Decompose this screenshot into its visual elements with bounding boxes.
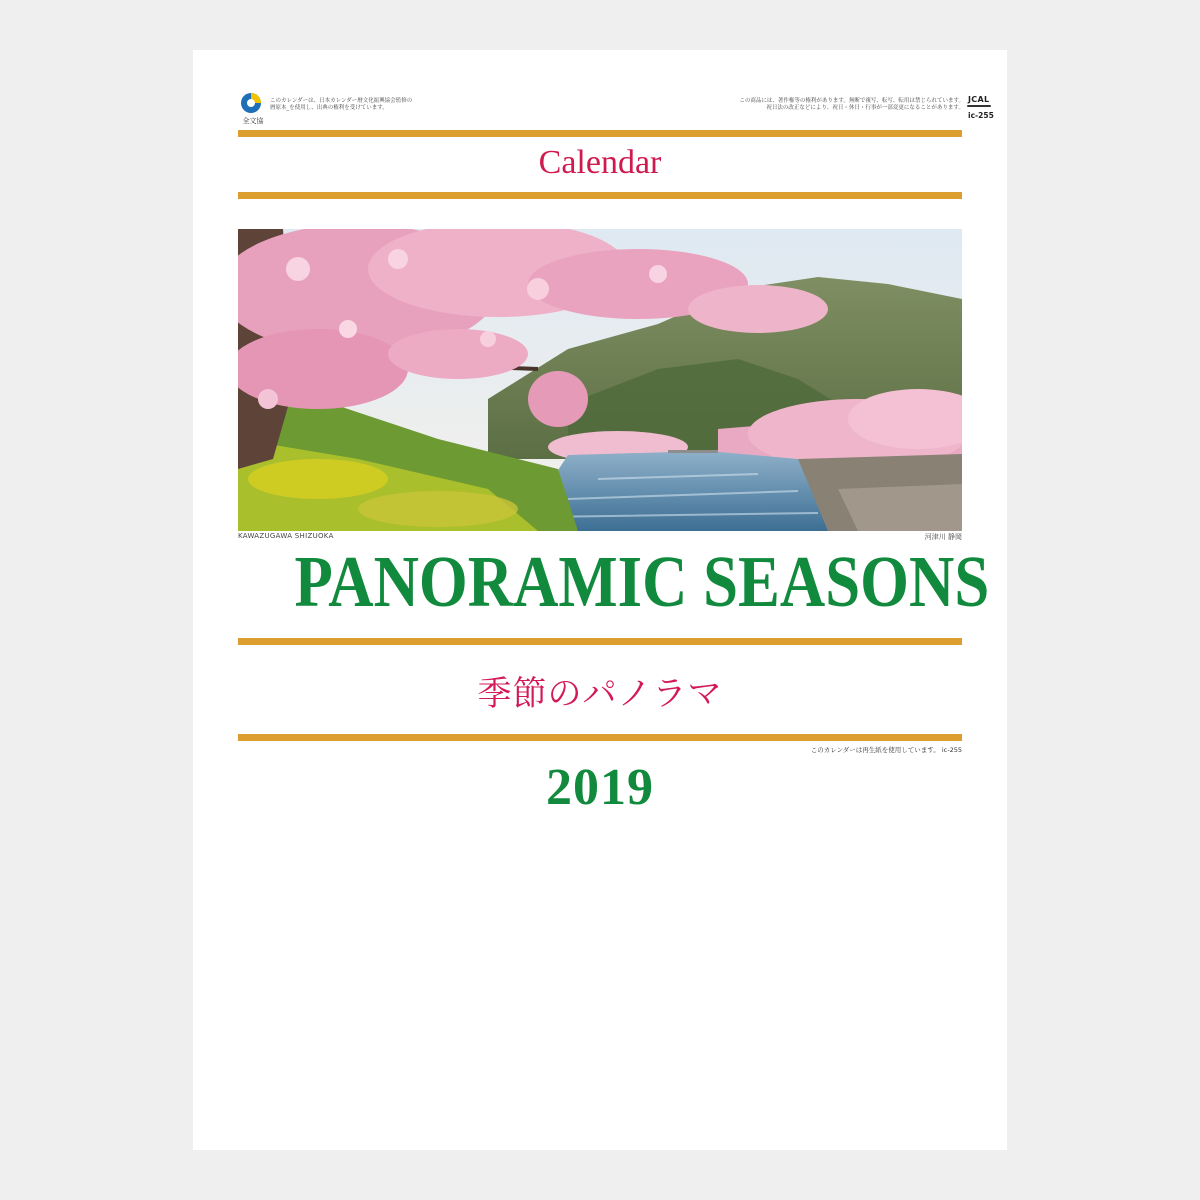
- jcal-logo-text: JCAL: [968, 95, 990, 104]
- cherry-blossom-river-image: [238, 229, 962, 531]
- cover-photo: [238, 229, 962, 531]
- header-note-left: [270, 98, 412, 112]
- publisher-logo-icon: [240, 92, 262, 114]
- japanese-title: 季節のパノラマ: [477, 674, 723, 714]
- gold-rule-above-japanese: [238, 638, 962, 645]
- recycled-paper-note: このカレンダーは再生紙を使用しています。 ic-255: [810, 746, 962, 754]
- jcal-badge: [965, 95, 995, 137]
- header-note-left-line: このカレンダーは、日本カレンダー暦文化振興協会監修の: [270, 98, 413, 104]
- publisher-logo: [238, 92, 264, 132]
- photo-caption-japanese: 河津川 静岡: [924, 533, 962, 541]
- calendar-heading: Calendar: [538, 144, 662, 181]
- main-title: [238, 541, 990, 622]
- main-title-text: PANORAMIC SEASONS: [294, 541, 990, 622]
- gold-rule-top: [238, 130, 962, 137]
- product-code: ic-255: [968, 111, 994, 120]
- publisher-logo-label: 全文協: [242, 117, 264, 125]
- gold-rule-under-heading: [238, 192, 962, 199]
- header-note-right: [739, 98, 964, 112]
- jcal-underline: [967, 105, 991, 107]
- header-note-right-line: 祝日法の改正などにより、祝日・休日・行事が一部変更になることがあります。: [766, 105, 964, 111]
- year-label: 2019: [546, 759, 654, 816]
- header-note-left-line: 暦原本_を使用し、出典の権利を受けています。: [270, 105, 388, 111]
- header-note-right-line: この商品には、著作権等の権利があります。無断で複写、転写、転用は禁じられています。: [739, 98, 964, 104]
- photo-caption-english: KAWAZUGAWA SHIZUOKA: [238, 532, 334, 540]
- gold-rule-below-japanese: [238, 734, 962, 741]
